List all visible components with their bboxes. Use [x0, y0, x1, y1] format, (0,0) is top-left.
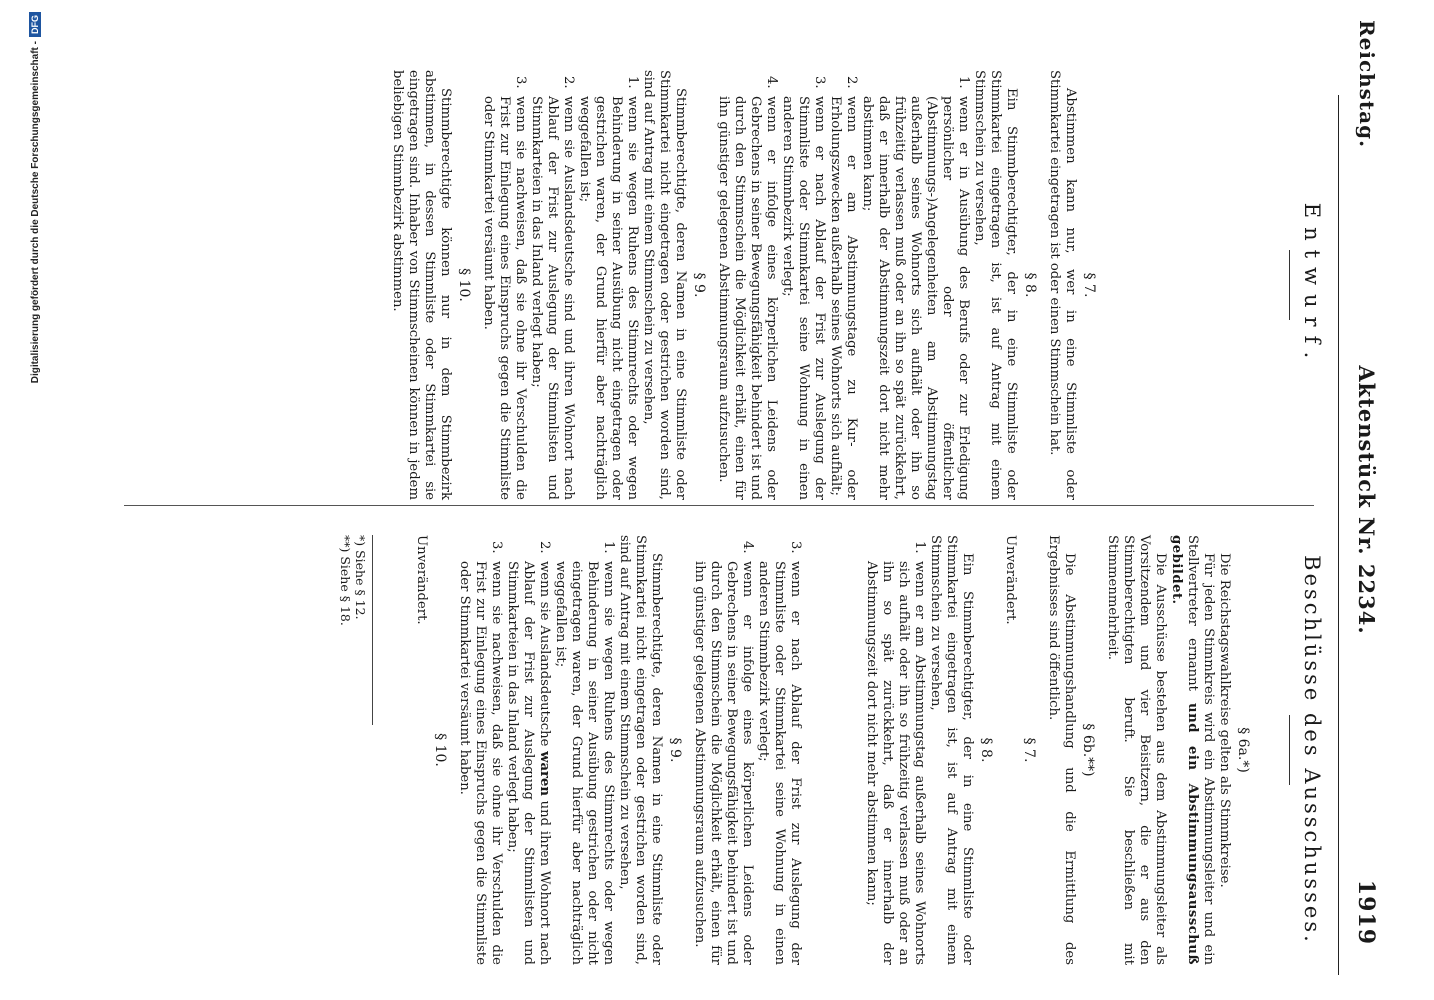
draft-paragraph: Ein Stimmberechtigter, der in eine Stimmliste oder Stimmkartei eingetragen ist, ist auf Antrag mit einem Stimmschein zu versehen, — [972, 70, 1019, 500]
list-item: 4. wenn er infolge eines körperlichen Leidens oder Gebrechens in seiner Bewegungsfähigkeit behindert ist und durch den Stimmschein die Möglichkeit erhält, einen für ihn günstiger gelegenen Abstimmungsraum aufzusuchen. — [692, 541, 755, 965]
header-year: 1919 — [1353, 879, 1379, 945]
draft-title: Entwurf. — [1300, 202, 1324, 368]
column-divider — [124, 505, 1314, 506]
unchanged-note: Unverändert. — [1003, 535, 1018, 625]
draft-section-heading: § 7. — [1081, 272, 1097, 298]
list-item: 1. wenn er am Abstimmungstag außerhalb seines Wohnorts sich aufhält oder ihn so frühzeitig verlassen muß oder an ihn so spät zurückkehrt, daß er innerhalb der Abstimmungszeit dort nicht mehr abstimmen kann; — [864, 541, 927, 965]
digitization-credit: Digitalisierung gefördert durch die Deutsche Forschungsgemeinschaft -DFG — [29, 12, 49, 972]
list-item: 2. wenn er am Abstimmungstage zu Kur- oder Erholungszwecken außerhalb seines Wohnorts sich aufhält; — [828, 76, 859, 500]
committee-section-heading: § 9. — [667, 737, 683, 763]
title-rule — [1289, 250, 1290, 320]
emphasis-text: und ein Abstimmungsausschuß gebildet. — [1169, 535, 1200, 965]
unchanged-note: Unverändert. — [414, 535, 429, 625]
list-item: 1. wenn er in Ausübung des Berufs oder zur Erledigung persönlicher oder öffentlicher (Abstimmungs-)Angelegenheiten am Abstimmungstag außerhalb seines Wohnorts sich aufhält oder ihn so frühzeitig verlassen muß oder an ihn so spät zurückkehrt, daß er innerhalb der Abstimmungszeit dort nicht mehr abstimmen kann; — [860, 76, 971, 500]
list-item: 2. wenn sie Auslandsdeutsche sind und ihren Wohnort nach Ablauf der Frist zur Auslegung der Stimmlisten und Stimmkarteien in das Inland verlegt haben; — [529, 76, 576, 500]
committee-paragraph: Die Reichstagswahlkreise gelten als Stimmkreise. — [1217, 553, 1232, 888]
running-head — [1349, 20, 1389, 980]
emphasis-text: waren — [537, 751, 552, 796]
draft-s8-list — [715, 70, 971, 500]
committee-section-heading: § 10. — [432, 733, 448, 767]
list-item: 1. wenn sie wegen Ruhens des Stimmrechts oder wegen Behinderung in seiner Ausübung gestrichen oder nicht eingetragen waren, der Grund hierfür aber nachträglich weggefallen ist; — [553, 541, 616, 965]
list-item: 1. wenn sie wegen Ruhens des Stimmrechts oder wegen Behinderung in seiner Ausübung nicht eingetragen oder gestrichen waren, der Grund hierfür aber nachträglich weggefallen ist; — [577, 76, 640, 500]
committee-paragraph: Die Ausschüsse bestehen aus dem Abstimmungsleiter als Vorsitzendem und vier Beisitzern, die er aus den Stimmberechtigten beruft. Sie beschließen mit Stimmenmehrheit. — [1105, 535, 1168, 965]
footnote: *) Siehe § 12. — [353, 535, 368, 620]
draft-section-heading: § 9. — [691, 272, 707, 298]
committee-column — [124, 535, 1324, 965]
committee-paragraph: Die Abstimmungshandlung und die Ermittlung des Ergebnisses sind öffentlich. — [1046, 535, 1077, 965]
committee-paragraph: Ein Stimmberechtigter, der in eine Stimmliste oder Stimmkartei eingetragen ist, ist auf Antrag mit einem Stimmschein zu versehen, — [928, 535, 975, 965]
header-document-number: Aktenstück Nr. 2234. — [1354, 365, 1379, 635]
list-item: 3. wenn er nach Ablauf der Frist zur Auslegung der Stimmliste oder Stimmkartei seine Wohnung in einen anderen Stimmbezirk verlegt; — [756, 541, 803, 965]
draft-section-heading: § 8. — [1022, 272, 1038, 298]
list-item: 3. wenn sie nachweisen, daß sie ohne ihr Verschulden die Frist zur Einlegung eines Einspruchs gegen die Stimmliste oder Stimmkartei versäumt haben. — [457, 541, 504, 965]
committee-s9-list — [456, 535, 616, 965]
header-rule — [1338, 95, 1339, 975]
committee-section-heading: § 8. — [978, 737, 994, 763]
draft-paragraph: Abstimmen kann nur, wer in eine Stimmliste oder Stimmkartei eingetragen ist oder einen Stimmschein hat. — [1047, 70, 1078, 500]
committee-s8-list — [691, 535, 927, 965]
draft-paragraph: Stimmberechtigte können nur in dem Stimmbezirk abstimmen, in dessen Stimmliste oder Stimmkartei sie eingetragen sind. Inhaber von Stimmscheinen können in jedem beliebigen Stimmbezirk abstimmen. — [390, 70, 453, 500]
committee-paragraph: Für jeden Stimmkreis wird ein Abstimmungsleiter und ein Stellvertreter ernannt und ein Abstimmungsausschuß gebildet. — [1169, 535, 1216, 965]
footnotes — [338, 535, 373, 725]
committee-paragraph: Stimmberechtigte, deren Namen in eine Stimmliste oder Stimmkartei nicht eingetragen oder gestrichen worden sind, sind auf Antrag mit einem Stimmschein zu versehen, — [617, 535, 664, 965]
draft-column — [124, 70, 1324, 500]
committee-section-heading: § 7. — [1021, 737, 1037, 763]
committee-section-heading: § 6b.**) — [1080, 723, 1096, 777]
list-item: 2. wenn sie Auslandsdeutsche waren und ihren Wohnort nach Ablauf der Frist zur Auslegung der Stimmlisten und Stimmkarteien in das Inland verlegt haben; — [505, 541, 552, 965]
committee-section-heading: § 6a.*) — [1235, 727, 1251, 773]
list-item: 3. wenn er nach Ablauf der Frist zur Auslegung der Stimmliste oder Stimmkartei seine Wohnung in einen anderen Stimmbezirk verlegt; — [780, 76, 827, 500]
list-item: 3. wenn sie nachweisen, daß sie ohne ihr Verschulden die Frist zur Einlegung eines Einspruchs gegen die Stimmliste oder Stimmkartei versäumt haben. — [481, 76, 528, 500]
list-item: 4. wenn er infolge eines körperlichen Leidens oder Gebrechens in seiner Bewegungsfähigkeit behindert ist und durch den Stimmschein die Möglichkeit erhält, einen für ihn günstiger gelegenen Abstimmungsraum aufzusuchen. — [716, 76, 779, 500]
title-rule — [1289, 715, 1290, 785]
draft-section-heading: § 10. — [456, 268, 472, 302]
footnote: **) Siehe § 18. — [338, 535, 353, 626]
draft-paragraph: Stimmberechtigte, deren Namen in eine Stimmliste oder Stimmkartei nicht eingetragen oder gestrichen worden sind, sind auf Antrag mit einem Stimmschein zu versehen, — [641, 70, 688, 500]
draft-s9-list — [480, 70, 640, 500]
header-reichstag: Reichstag. — [1355, 20, 1379, 149]
dfg-logo: DFG — [29, 12, 41, 37]
committee-title: Beschlüsse des Ausschusses. — [1300, 555, 1324, 945]
